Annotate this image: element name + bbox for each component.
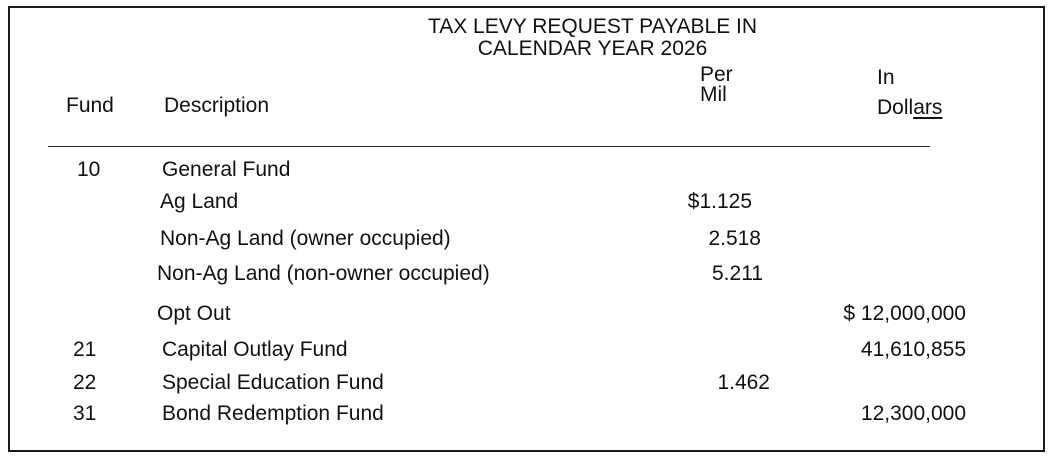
header-in-dollars-line-2: Dollars xyxy=(877,96,943,119)
header-divider xyxy=(48,146,930,147)
row-per-mil: 2.518 xyxy=(708,227,761,250)
row-description: Ag Land xyxy=(160,190,239,213)
row-per-mil: 5.211 xyxy=(712,262,763,285)
row-fund: 22 xyxy=(73,371,97,394)
header-description: Description xyxy=(164,94,270,117)
row-dollars: 12,300,000 xyxy=(860,402,966,425)
row-per-mil: 1.462 xyxy=(717,371,770,394)
row-fund: 10 xyxy=(77,158,101,181)
row-description: Opt Out xyxy=(157,302,231,325)
title-line-2: CALENDAR YEAR 2026 xyxy=(477,37,708,60)
row-per-mil: $1.125 xyxy=(687,190,752,213)
row-description: Bond Redemption Fund xyxy=(162,402,384,425)
row-description: Non-Ag Land (owner occupied) xyxy=(160,227,451,250)
row-dollars: $ 12,000,000 xyxy=(843,302,966,325)
header-per-mil-line-2: Mil xyxy=(700,83,727,106)
header-in-dollars-line-1: In xyxy=(877,66,895,89)
row-fund: 21 xyxy=(73,338,97,361)
row-fund: 31 xyxy=(73,402,97,425)
title-line-1: TAX LEVY REQUEST PAYABLE IN xyxy=(427,15,758,38)
row-description: Capital Outlay Fund xyxy=(162,338,348,361)
row-description: Non-Ag Land (non-owner occupied) xyxy=(157,262,490,285)
header-per-mil-line-1: Per xyxy=(700,63,733,86)
row-description: General Fund xyxy=(162,158,291,181)
header-fund: Fund xyxy=(66,94,114,117)
row-dollars: 41,610,855 xyxy=(860,338,966,361)
row-description: Special Education Fund xyxy=(162,371,384,394)
